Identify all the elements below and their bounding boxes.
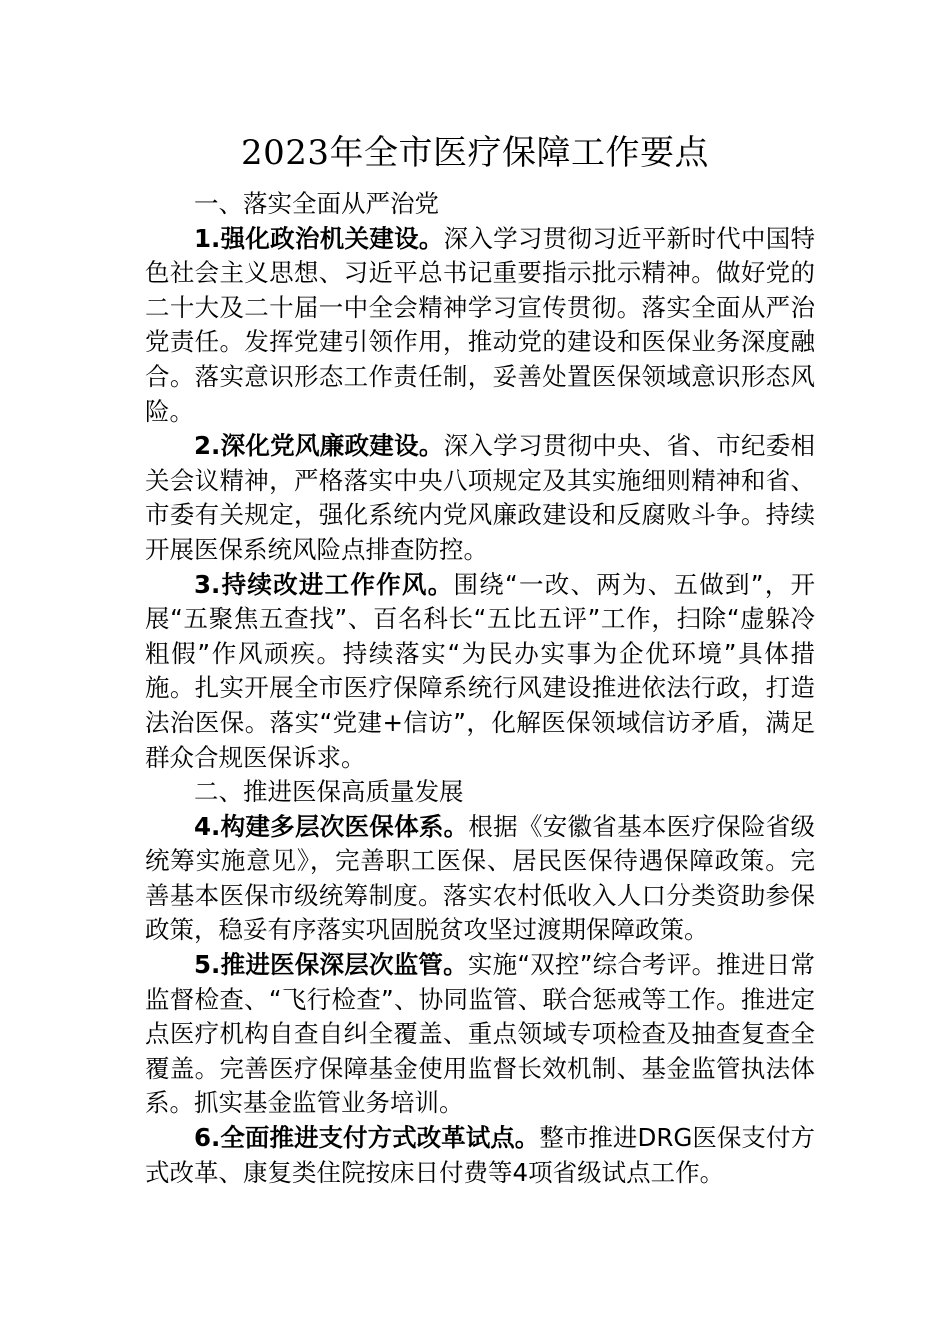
item-lead: 5.推进医保深层次监管。 bbox=[194, 950, 468, 980]
paragraph-item-2 bbox=[145, 429, 815, 567]
section-heading-1: 一、落实全面从严治党 bbox=[194, 189, 439, 218]
paragraph-item-1 bbox=[145, 222, 815, 430]
item-lead: 4.构建多层次医保体系。 bbox=[194, 811, 469, 841]
item-text: 深入学习贯彻习近平新时代中国特色社会主义思想、习近平总书记重要指示批示精神。做好党的二十大及二十届一中全会精神学习宣传贯彻。落实全面从严治党责任。发挥党建引领作用，推动党的建设和医保业务深度融合。落实意识形态工作责任制，妥善处置医保领域意识形态风险。 bbox=[145, 223, 815, 426]
paragraph-item-6 bbox=[145, 1121, 815, 1190]
item-text: 深入学习贯彻中央、省、市纪委相关会议精神，严格落实中央八项规定及其实施细则精神和省、市委有关规定，强化系统内党风廉政建设和反腐败斗争。持续开展医保系统风险点排查防控。 bbox=[145, 431, 815, 564]
document-body bbox=[145, 187, 815, 1190]
item-lead: 2.深化党风廉政建设。 bbox=[194, 431, 444, 461]
item-text: 围绕“一改、两为、五做到”，开展“五聚焦五查找”、百名科长“五比五评”工作，扫除“虚躲冷粗假”作风顽疾。持续落实“为民办实事为企优环境”具体措施。扎实开展全市医疗保障系统行风建设推进依法行政，打造法治医保。落实“党建+信访”，化解医保领域信访矛盾，满足群众合规医保诉求。 bbox=[145, 569, 815, 772]
paragraph-item-5 bbox=[145, 948, 815, 1121]
paragraph-item-3 bbox=[145, 568, 815, 776]
document-title: 2023年全市医疗保障工作要点 bbox=[240, 133, 710, 173]
paragraph-item-4 bbox=[145, 810, 815, 948]
section-heading-2: 二、推进医保高质量发展 bbox=[194, 777, 464, 807]
item-text: 整市推进DRG医保支付方式改革、康复类住院按床日付费等4项省级试点工作。 bbox=[145, 1123, 816, 1187]
item-text: 实施“双控”综合考评。推进日常监督检查、“飞行检查”、协同监管、联合惩戒等工作。推进定点医疗机构自查自纠全覆盖、重点领域专项检查及抽查复查全覆盖。完善医疗保障基金使用监督长效机制、基金监管执法体系。抓实基金监管业务培训。 bbox=[145, 950, 815, 1118]
item-lead: 1.强化政治机关建设。 bbox=[194, 223, 444, 253]
item-lead: 3.持续改进工作作风。 bbox=[194, 569, 454, 599]
item-text: 根据《安徽省基本医疗保险省级统筹实施意见》，完善职工医保、居民医保待遇保障政策。完善基本医保市级统筹制度。落实农村低收入人口分类资助参保政策，稳妥有序落实巩固脱贫攻坚过渡期保障政策。 bbox=[145, 811, 816, 945]
item-lead: 6.全面推进支付方式改革试点。 bbox=[194, 1123, 540, 1153]
